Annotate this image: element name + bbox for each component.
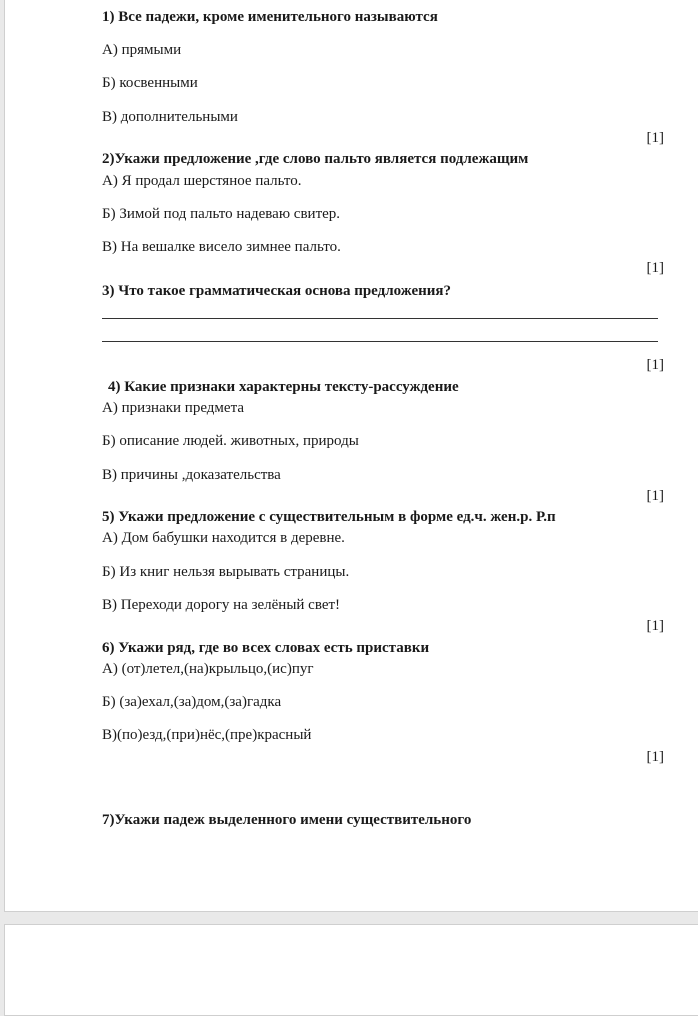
question-4-title: 4) Какие признаки характерны тексту-рассуждение bbox=[108, 379, 459, 395]
question-7-title: 7)Укажи падеж выделенного имени существительного bbox=[102, 812, 472, 828]
question-2-option-a: А) Я продал шерстяное пальто. bbox=[102, 173, 302, 189]
question-6-option-c: В)(по)езд,(при)нёс,(пре)красный bbox=[102, 727, 312, 743]
question-5-score: [1] bbox=[646, 618, 664, 634]
worksheet-page-2 bbox=[4, 924, 698, 1016]
question-5-title: 5) Укажи предложение с существительным в форме ед.ч. жен.р. Р.п bbox=[102, 509, 556, 525]
worksheet-page-1 bbox=[4, 0, 698, 912]
question-5-option-a: А) Дом бабушки находится в деревне. bbox=[102, 530, 345, 546]
question-6-option-b: Б) (за)ехал,(за)дом,(за)гадка bbox=[102, 694, 282, 710]
question-2-score: [1] bbox=[646, 260, 664, 276]
question-1-score: [1] bbox=[646, 130, 664, 146]
question-4-option-a: А) признаки предмета bbox=[102, 400, 244, 416]
question-4-option-b: Б) описание людей. животных, природы bbox=[102, 433, 359, 449]
question-3-score: [1] bbox=[646, 357, 664, 373]
question-2-title: 2)Укажи предложение ,где слово пальто является подлежащим bbox=[102, 151, 529, 167]
question-5-option-c: В) Переходи дорогу на зелёный свет! bbox=[102, 597, 341, 613]
question-3-title: 3) Что такое грамматическая основа предложения? bbox=[102, 283, 452, 299]
answer-line-2 bbox=[102, 341, 658, 342]
question-2-option-b: Б) Зимой под пальто надеваю свитер. bbox=[102, 206, 341, 222]
question-6-title: 6) Укажи ряд, где во всех словах есть приставки bbox=[102, 640, 430, 656]
question-1-option-a: А) прямыми bbox=[102, 42, 182, 58]
question-4-score: [1] bbox=[646, 488, 664, 504]
answer-line-1 bbox=[102, 318, 658, 319]
question-2-option-c: В) На вешалке висело зимнее пальто. bbox=[102, 239, 341, 255]
question-1-title: 1) Все падежи, кроме именительного называются bbox=[102, 9, 438, 25]
question-4-option-c: В) причины ,доказательства bbox=[102, 467, 281, 483]
question-6-score: [1] bbox=[646, 749, 664, 765]
question-6-option-a: А) (от)летел,(на)крыльцо,(ис)пуг bbox=[102, 661, 314, 677]
question-1-option-b: Б) косвенными bbox=[102, 75, 198, 91]
question-1-option-c: В) дополнительными bbox=[102, 109, 238, 125]
question-5-option-b: Б) Из книг нельзя вырывать страницы. bbox=[102, 564, 350, 580]
